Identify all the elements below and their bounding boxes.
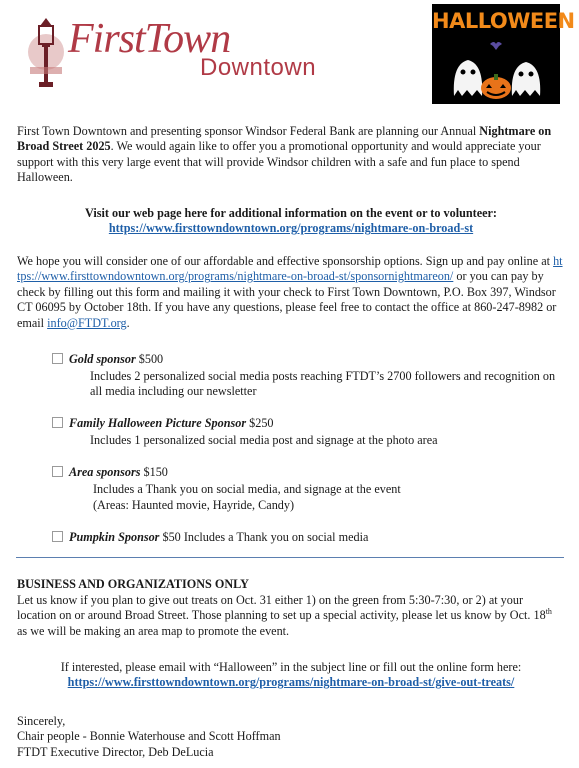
ghost-right-icon [512, 62, 540, 96]
logo-brand-text: FirstTown [68, 16, 231, 62]
option-family-desc: Includes 1 personalized social media post and signage at the photo area [90, 433, 438, 447]
visit-line: Visit our web page here for additional information on the event or to volunteer: [85, 206, 497, 220]
bat-icon [490, 42, 502, 50]
intro-paragraph [17, 124, 565, 186]
checkbox-gold[interactable] [52, 353, 63, 364]
business-heading: BUSINESS AND ORGANIZATIONS ONLY [17, 577, 249, 591]
business-paragraph [17, 593, 565, 639]
option-area-desc-2: (Areas: Haunted movie, Hayride, Candy) [93, 498, 295, 512]
intro-text-1: First Town Downtown and presenting sponsor Windsor Federal Bank are planning our Annual [17, 124, 480, 138]
option-family-name: Family Halloween Picture Sponsor [69, 416, 247, 430]
business-text-1: Let us know if you plan to give out treats on Oct. 31 either 1) on the green from 5:30-7:30, or 2) at your location on or around Broad Street. Those planning to set up a special activity, please let us know by Oct. 18 [17, 593, 546, 623]
email-link[interactable]: info@FTDT.org [47, 315, 127, 330]
closing-director: FTDT Executive Director, Deb DeLucia [17, 744, 214, 759]
option-area-desc: Includes a Thank you on social media, and signage at the event [93, 482, 401, 496]
interest-line: If interested, please email with “Halloween” in the subject line or fill out the online form here: [60, 660, 522, 674]
sponsor-signup-link[interactable]: https://www.firsttowndowntown.org/programs/nightmare-on-broad-st/sponsornightmareon/ [17, 254, 563, 284]
logo-sub-text: Downtown [200, 54, 317, 81]
option-area [52, 465, 562, 480]
option-area-price: $150 [140, 465, 168, 479]
halloween-illustration [432, 4, 575, 104]
event-name: Nightmare on Broad Street 2025 [17, 124, 552, 154]
option-gold [52, 352, 562, 367]
sponsor-text-1: We hope you will consider one of our affordable and effective sponsorship options. Sign up and pay online at [17, 254, 554, 268]
option-area-name: Area sponsors [69, 465, 141, 479]
first-town-downtown-logo [20, 10, 340, 90]
option-pumpkin [52, 530, 562, 545]
halloween-image [432, 4, 575, 104]
pumpkin-icon [481, 74, 511, 99]
sponsor-text-2: or you can pay by check by filling out this form and mailing it with your check to First Town Downtown, P.O. Box 397, Windsor CT 06095 by October 18th. If you have any questions, please feel free to contact the office at 860-247-8982 or email [17, 269, 557, 330]
visit-paragraph [17, 206, 565, 237]
intro-text-2: . We would again like to offer you a promotional opportunity and would appreciate your support with this very large event that will provide Windsor children with a safe and fun place to spend Halloween. [17, 139, 541, 185]
checkbox-family[interactable] [52, 417, 63, 428]
option-pumpkin-price: $50 Includes a Thank you on social media [159, 530, 369, 544]
ghost-left-icon [454, 60, 482, 96]
option-family [52, 416, 562, 431]
give-out-treats-link[interactable]: https://www.firsttowndowntown.org/programs/nightmare-on-broad-st/give-out-treats/ [67, 675, 515, 690]
interest-paragraph [17, 660, 565, 691]
checkbox-area[interactable] [52, 466, 63, 477]
business-sup: th [545, 607, 552, 617]
street-lamp-icon [26, 12, 66, 90]
option-pumpkin-name: Pumpkin Sponsor [69, 530, 160, 544]
closing [17, 714, 565, 760]
closing-chairs: Chair people - Bonnie Waterhouse and Scott Hoffman [17, 729, 281, 744]
checkbox-pumpkin[interactable] [52, 531, 63, 542]
business-text-2: as we will be making an area map to promote the event. [17, 623, 290, 638]
option-gold-name: Gold sponsor [69, 352, 136, 366]
halloween-title: HALLOWEEN [432, 9, 575, 33]
event-page-link[interactable]: https://www.firsttowndowntown.org/programs/nightmare-on-broad-st [108, 221, 474, 236]
closing-sincerely: Sincerely, [17, 714, 66, 728]
section-divider [16, 557, 564, 558]
option-gold-desc: Includes 2 personalized social media posts reaching FTDT’s 2700 followers and recognition on all media including our newsletter [90, 369, 556, 399]
sponsor-text-3: . [126, 315, 130, 330]
option-family-price: $250 [246, 416, 274, 430]
sponsorship-paragraph [17, 254, 565, 331]
option-gold-price: $500 [135, 352, 164, 366]
